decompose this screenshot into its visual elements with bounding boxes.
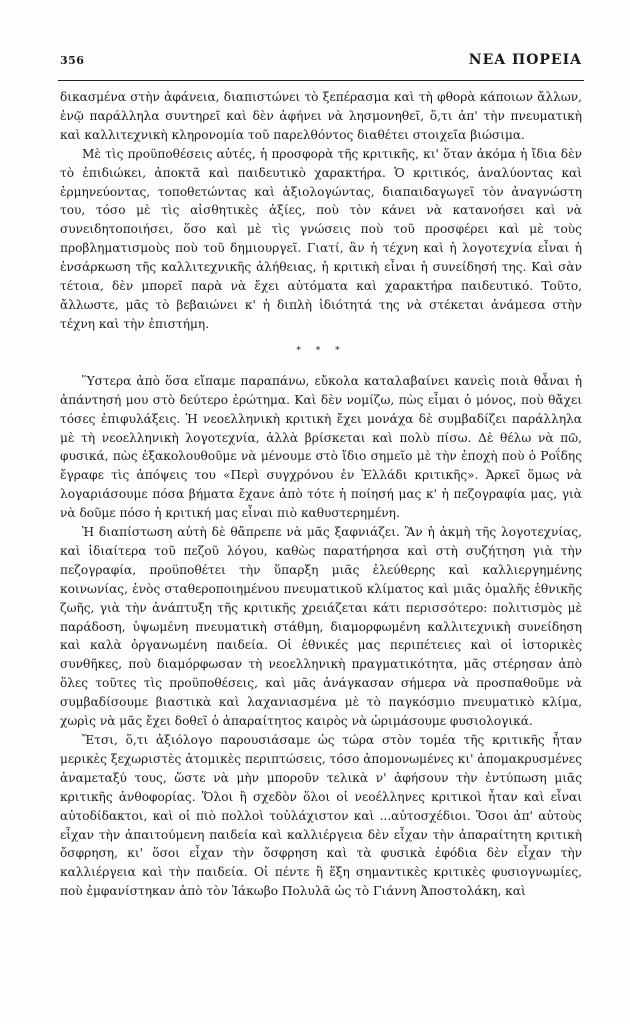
- article-body: [60, 88, 582, 901]
- paragraph: Μὲ τὶς προϋποθέσεις αὐτές, ἡ προσφορὰ τῆς κριτικῆς, κι' ὅταν ἀκόμα ἡ ἴδια δὲν τὸ ἐπιδιώκει, ἀποκτᾶ καὶ παιδευτικὸ χαρακτήρα. Ὁ κριτικός, ἀναλύοντας καὶ ἑρμηνεύοντας, τοποθετώντας καὶ ἀξιολογώντας, διαπαιδαγωγεῖ τὸν ἀναγνώστη του, τόσο μὲ τὶς αἰσθητικὲς ἀξίες, ποὺ τὸν κάνει νὰ κατανοήσει καὶ νὰ συνειδητοποιήσει, ὅσο καὶ μὲ τὶς γνώσεις ποὺ τοῦ προσφέρει καὶ μὲ τοὺς προβληματισμοὺς ποὺ τοῦ δημιουργεῖ. Γιατί, ἂν ἡ τέχνη καὶ ἡ λογοτεχνία εἶναι ἡ ἐνσάρκωση τῆς καλλιτεχνικῆς ἀλήθειας, ἡ κριτικὴ εἶναι ἡ συνείδησή της. Καὶ σὰν τέτοια, δὲν μπορεῖ παρὰ νὰ ἔχει αὐτόματα καὶ χαρακτήρα παιδευτικό. Τοῦτο, ἄλλωστε, μᾶς τὸ βεβαιώνει κ' ἡ διπλὴ ἰδιότητά της νὰ στέκεται ἀνάμεσα στὴν τέχνη καὶ τὴν ἐπιστήμη.: [60, 146, 582, 331]
- header-rule: [58, 80, 584, 81]
- journal-title: ΝΕΑ ΠΟΡΕΙΑ: [468, 52, 582, 68]
- section-separator: * * *: [296, 345, 346, 356]
- page-number: 356: [60, 54, 85, 67]
- paragraph: Ἔτσι, ὅ,τι ἀξιόλογο παρουσιάσαμε ὡς τώρα στὸν τομέα τῆς κριτικῆς ἦταν μερικὲς ξεχωριστὲς ἀτομικὲς περιπτώσεις, τόσο ἀπομονωμένες κι' ἀπομακρυσμένες ἀναμεταξύ τους, ὥστε νὰ μὴν μποροῦν τελικὰ ν' ἀφήσουν τὴν ἐντύπωση μιᾶς κριτικῆς ἀνθοφορίας. Ὅλοι ἢ σχεδὸν ὅλοι οἱ νεοέλληνες κριτικοὶ ἦταν καὶ εἶναι αὐτοδίδακτοι, καὶ οἱ πιὸ πολλοὶ τοὐλάχιστον καὶ ...αὐτοσχέδιοι. Ὅσοι ἀπ' αὐτοὺς εἶχαν τὴν ἀπαιτούμενη παιδεία καὶ καλλιέργεια δὲν εἶχαν τὴν ἀπαραίτητη κριτικὴ ὄσφρηση, κι' ὅσοι εἶχαν τὴν ὄσφρηση καὶ τὰ φυσικὰ ἐφόδια δὲν εἶχαν τὴν καλλιέργεια καὶ τὴν παιδεία. Οἱ πέντε ἢ ἕξη σημαντικὲς κριτικὲς φυσιογνωμίες, ποὺ ἐμφανίστηκαν ἀπὸ τὸν Ἰάκωβο Πολυλᾶ ὡς τὸ Γιάννη Ἀποστολάκη, καὶ: [60, 733, 582, 899]
- paragraph-continued: δικασμένα στὴν ἀφάνεια, διαπιστώνει τὸ ξεπέρασμα καὶ τὴ φθορὰ κάποιων ἄλλων, ἐνῷ παράλληλα συντηρεῖ καὶ δὲν ἀφήνει νὰ λησμονηθεῖ, ὅ,τι ἀπ' τὴν πνευματικὴ καὶ καλλιτεχνικὴ κληρονομία τοῦ παρελθόντος διαθέτει στοιχεῖα βιώσιμα.: [60, 90, 582, 142]
- paragraph: Ἡ διαπίστωση αὐτὴ δὲ θἄπρεπε νὰ μᾶς ξαφνιάζει. Ἂν ἡ ἀκμὴ τῆς λογοτεχνίας, καὶ ἰδιαίτερα τοῦ πεζοῦ λόγου, καθὼς παρατήρησα καὶ στὴ συζήτηση γιὰ τὴν πεζογραφία, προϋποθέτει τὴν ὕπαρξη μιᾶς ἐλεύθερης καὶ καλλιεργημένης κοινωνίας, ἑνὸς σταθεροποιημένου πνευματικοῦ κλίματος καὶ μιᾶς ὁμαλῆς ἐθνικῆς ζωῆς, γιὰ τὴν ἀνάπτυξη τῆς κριτικῆς χρειάζεται κάτι περισσότερο: πολιτισμὸς μὲ παράδοση, ὑψωμένη πνευματικὴ στάθμη, διαμορφωμένη καλλιτεχνικὴ συνείδηση καὶ καλὰ ὀργανωμένη παιδεία. Οἱ ἐθνικές μας περιπέτειες καὶ οἱ ἱστορικὲς συνθῆκες, ποὺ διαμόρφωσαν τὴ νεοελληνικὴ πραγματικότητα, μᾶς στέρησαν ἀπὸ ὅλες τοῦτες τὶς προϋποθέσεις, καὶ μᾶς ἀνάγκασαν σήμερα νὰ προσπαθοῦμε νὰ συμβαδίσουμε βιαστικὰ καὶ λαχανιασμένα μὲ τὸ παγκόσμιο πνευματικὸ κλίμα, χωρὶς νὰ μᾶς ἔχει δοθεῖ ὁ ἀπαραίτητος καιρὸς νὰ ὡριμάσουμε φυσιολογικά.: [60, 525, 582, 729]
- page-header: [60, 52, 582, 74]
- paragraph: Ὕστερα ἀπὸ ὅσα εἴπαμε παραπάνω, εὔκολα καταλαβαίνει κανεὶς ποιὰ θἆναι ἡ ἀπάντησή μου στὸ δεύτερο ἐρώτημα. Καὶ δὲν νομίζω, πὼς εἶμαι ὁ μόνος, ποὺ θἄχει τόσες ἐπιφυλάξεις. Ἡ νεοελληνικὴ κριτικὴ ἔχει μονάχα δὲ συμβαδίζει παράλληλα μὲ τὴ νεοελληνικὴ λογοτεχνία, ἀλλὰ βρίσκεται καὶ πολὺ πίσω. Δὲ θέλω νὰ πῶ, φυσικά, πὼς ἐξακολουθοῦμε νὰ μένουμε στὸ ἴδιο σημεῖο μὲ τὴν ἐποχὴ ποὺ ὁ Ροΐδης ἔγραφε τὶς ἀπόψεις του «Περὶ συγχρόνου ἐν Ἑλλάδι κριτικῆς». Ἀρκεῖ ὅμως νὰ λογαριάσουμε πόσα βήματα ἔχανε ἀπὸ τότε ἡ ποίησή μας κ' ἡ πεζογραφία μας, γιὰ νὰ δοῦμε πόσο ἡ κριτική μας εἶναι πιὸ καθυστερημένη.: [60, 373, 582, 521]
